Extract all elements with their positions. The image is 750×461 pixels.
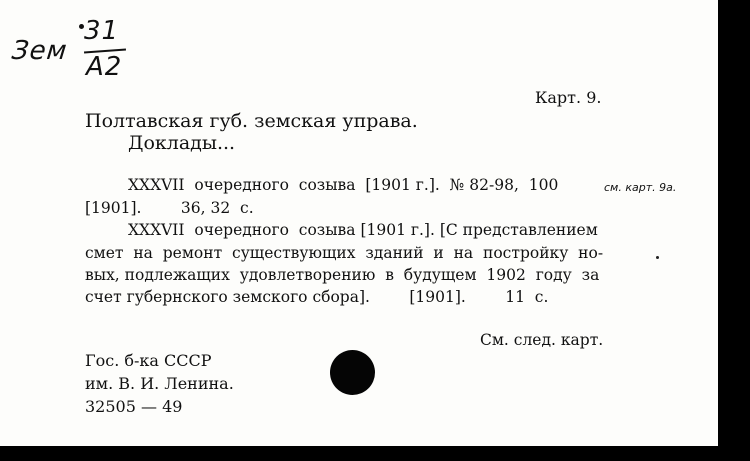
- card-subheading: Доклады...: [128, 132, 236, 154]
- entry-2-line-1: XXXVII очередного созыва [1901 г.]. [С представлением: [128, 221, 598, 239]
- library-stamp-line-2: им. В. И. Ленина.: [85, 374, 234, 393]
- entry-2-line-2: смет на ремонт существующих зданий и на постройку но-: [85, 244, 604, 262]
- library-stamp-line-1: Гос. б-ка СССР: [85, 351, 212, 370]
- punch-hole: [330, 350, 375, 395]
- entry-2-line-3: вых, подлежащих удовлетворению в будущем 1902 году за: [85, 266, 600, 284]
- shelf-mark-prefix: Зем: [10, 36, 69, 66]
- shelf-mark-number: 31: [84, 16, 120, 46]
- entry-1-line-1: XXXVII очередного созыва [1901 г.]. № 82-98, 100: [128, 176, 559, 194]
- see-next-card: См. след. карт.: [480, 331, 604, 349]
- ink-speck: [656, 256, 659, 259]
- library-stamp-line-3: 32505 — 49: [85, 397, 183, 416]
- card-heading: Полтавская губ. земская управа.: [85, 110, 418, 132]
- entry-1-handwritten-note: см. карт. 9а.: [604, 181, 677, 194]
- entry-1-line-2: [1901]. 36, 32 с.: [85, 199, 254, 217]
- entry-2-line-4: счет губернского земского сбора]. [1901]. 11 с.: [85, 288, 549, 306]
- card-number: Карт. 9.: [535, 88, 602, 107]
- shelf-mark-sub: А2: [86, 52, 123, 82]
